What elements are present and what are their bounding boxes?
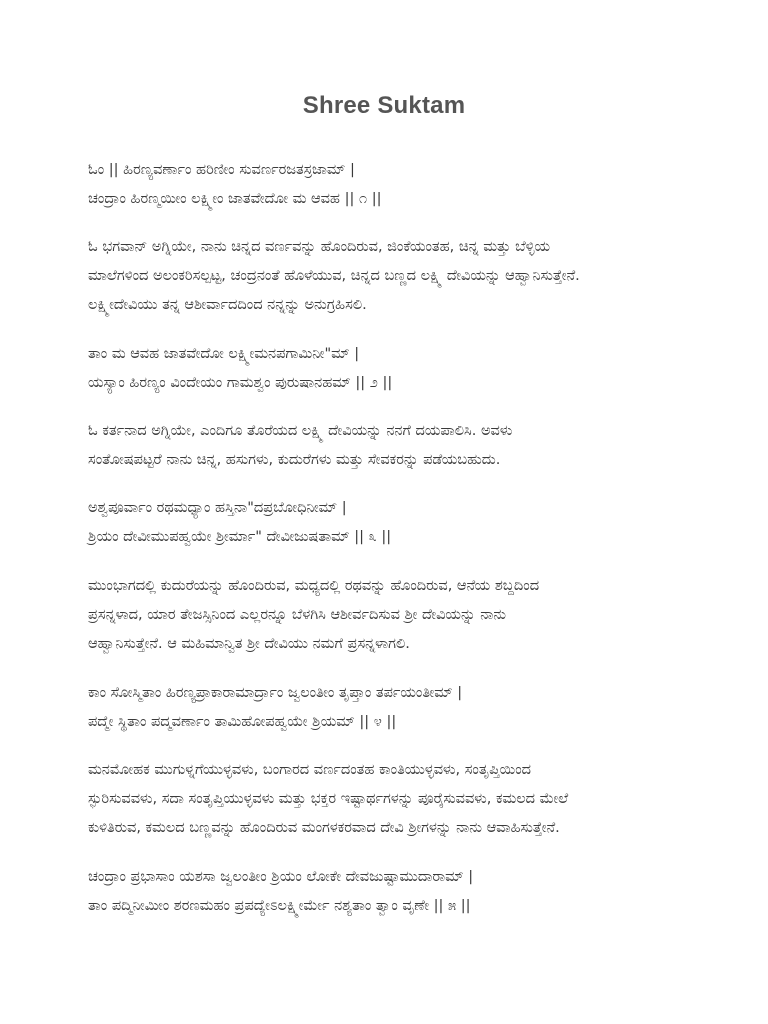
translation-line: ಆಹ್ವಾನಿಸುತ್ತೇನೆ. ಆ ಮಹಿಮಾನ್ವಿತ ಶ್ರೀ ದೇವಿಯು ನಮಗೆ ಪ್ರಸನ್ನಳಾಗಲಿ. (88, 636, 410, 652)
verse-line: ತಾಂ ಮ ಆವಹ ಜಾತವೇದೋ ಲಕ್ಷ್ಮೀಮನಪಗಾಮಿನೀ"ಮ್ | (88, 346, 360, 362)
page-title: Shree Suktam (302, 92, 466, 119)
verse-line: ತಾಂ ಪದ್ಮಿನೀಮೀಂ ಶರಣಮಹಂ ಪ್ರಪದ್ಯೇಽಲಕ್ಷ್ಮೀರ್ಮೇ ನಶ್ಯತಾಂ ತ್ವಾಂ ವೃಣೇ || ೫ || (88, 898, 471, 914)
verse-2 (88, 340, 698, 398)
verse-line: ಚಂದ್ರಾಂ ಪ್ರಭಾಸಾಂ ಯಶಸಾ ಜ್ವಲಂತೀಂ ಶ್ರಿಯಂ ಲೋಕೇ ದೇವಜುಷ್ಟಾಮುದಾರಾಮ್ | (88, 869, 474, 885)
translation-line: ಪ್ರಸನ್ನಳಾದ, ಯಾರ ತೇಜಸ್ಸಿನಿಂದ ಎಲ್ಲರನ್ನೂ ಬೆಳಗಿಸಿ ಆಶೀರ್ವದಿಸುವ ಶ್ರೀ ದೇವಿಯನ್ನು ನಾನು (88, 607, 507, 623)
translation-line: ಲಕ್ಷ್ಮೀದೇವಿಯು ತನ್ನ ಆಶೀರ್ವಾದದಿಂದ ನನ್ನನ್ನು ಅನುಗ್ರಹಿಸಲಿ. (88, 297, 367, 313)
translation-line: ಮನಮೋಹಕ ಮುಗುಳ್ನಗೆಯುಳ್ಳವಳು, ಬಂಗಾರದ ವರ್ಣದಂತಹ ಕಾಂತಿಯುಳ್ಳವಳು, ಸಂತೃಪ್ತಿಯಿಂದ (88, 762, 532, 778)
translation-3 (88, 572, 698, 659)
verse-1 (88, 156, 698, 214)
translation-line: ಸಂತೋಷಪಟ್ಟರೆ ನಾನು ಚಿನ್ನ, ಹಸುಗಳು, ಕುದುರೆಗಳು ಮತ್ತು ಸೇವಕರನ್ನು ಪಡೆಯಬಹುದು. (88, 452, 501, 468)
verse-4 (88, 679, 698, 737)
translation-line: ಓ ಭಗವಾನ್ ಅಗ್ನಿಯೇ, ನಾನು ಚಿನ್ನದ ವರ್ಣವನ್ನು ಹೊಂದಿರುವ, ಜಿಂಕೆಯಂತಹ, ಚಿನ್ನ ಮತ್ತು ಬೆಳ್ಳಿಯ (88, 239, 551, 255)
verse-line: ಯಸ್ಯಾಂ ಹಿರಣ್ಯಂ ವಿಂದೇಯಂ ಗಾಮಶ್ವಂ ಪುರುಷಾನಹಮ್ || ೨ || (88, 375, 393, 391)
translation-line: ಮುಂಭಾಗದಲ್ಲಿ ಕುದುರೆಯನ್ನು ಹೊಂದಿರುವ, ಮಧ್ಯದಲ್ಲಿ ರಥವನ್ನು ಹೊಂದಿರುವ, ಆನೆಯ ಶಬ್ದದಿಂದ (88, 578, 540, 594)
verse-line: ಚಂದ್ರಾಂ ಹಿರಣ್ಮಯೀಂ ಲಕ್ಷ್ಮೀಂ ಜಾತವೇದೋ ಮ ಆವಹ || ೧ || (88, 191, 382, 207)
translation-line: ಸ್ಫುರಿಸುವವಳು, ಸದಾ ಸಂತೃಪ್ತಿಯುಳ್ಳವಳು ಮತ್ತು ಭಕ್ತರ ಇಷ್ಟಾರ್ಥಗಳನ್ನು ಪೂರೈಸುವವಳು, ಕಮಲದ ಮೇಲೆ (88, 791, 569, 807)
translation-line: ಓ ಕರ್ತನಾದ ಅಗ್ನಿಯೇ, ಎಂದಿಗೂ ತೊರೆಯದ ಲಕ್ಷ್ಮಿ ದೇವಿಯನ್ನು ನನಗೆ ದಯಪಾಲಿಸಿ. ಅವಳು (88, 423, 513, 439)
verse-5 (88, 863, 698, 921)
verse-3 (88, 494, 698, 552)
translation-4 (88, 756, 698, 843)
verse-line: ಶ್ರಿಯಂ ದೇವೀಮುಪಹ್ವಯೇ ಶ್ರೀರ್ಮಾ" ದೇವೀಜುಷತಾಮ್ || ೩ || (88, 529, 392, 545)
translation-line: ಕುಳಿತಿರುವ, ಕಮಲದ ಬಣ್ಣವನ್ನು ಹೊಂದಿರುವ ಮಂಗಳಕರವಾದ ದೇವಿ ಶ್ರೀಗಳನ್ನು ನಾನು ಆವಾಹಿಸುತ್ತೇನೆ. (88, 820, 560, 836)
verse-line: ಪದ್ಮೇ ಸ್ಥಿತಾಂ ಪದ್ಮವರ್ಣಾಂ ತಾಮಿಹೋಪಹ್ವಯೇ ಶ್ರಿಯಮ್ || ೪ || (88, 714, 397, 730)
translation-line: ಮಾಲೆಗಳಿಂದ ಅಲಂಕರಿಸಲ್ಪಟ್ಟ, ಚಂದ್ರನಂತೆ ಹೊಳೆಯುವ, ಚಿನ್ನದ ಬಣ್ಣದ ಲಕ್ಷ್ಮಿ ದೇವಿಯನ್ನು ಆಹ್ವಾನಿಸುತ್ತೇನೆ. (88, 268, 580, 284)
verse-line: ಓಂ || ಹಿರಣ್ಯವರ್ಣಾಂ ಹರಿಣೀಂ ಸುವರ್ಣರಜತಸ್ರಜಾಮ್ | (88, 162, 355, 178)
translation-1 (88, 233, 698, 320)
translation-2 (88, 417, 698, 475)
verse-line: ಅಶ್ವಪೂರ್ವಾಂ ರಥಮಧ್ಯಾಂ ಹಸ್ತಿನಾ"ದಪ್ರಬೋಧಿನೀಮ್ | (88, 500, 347, 516)
verse-line: ಕಾಂ ಸೋಸ್ಮಿತಾಂ ಹಿರಣ್ಯಪ್ರಾಕಾರಾಮಾರ್ದ್ರಾಂ ಜ್ವಲಂತೀಂ ತೃಪ್ತಾಂ ತರ್ಪಯಂತೀಮ್ | (88, 685, 463, 701)
